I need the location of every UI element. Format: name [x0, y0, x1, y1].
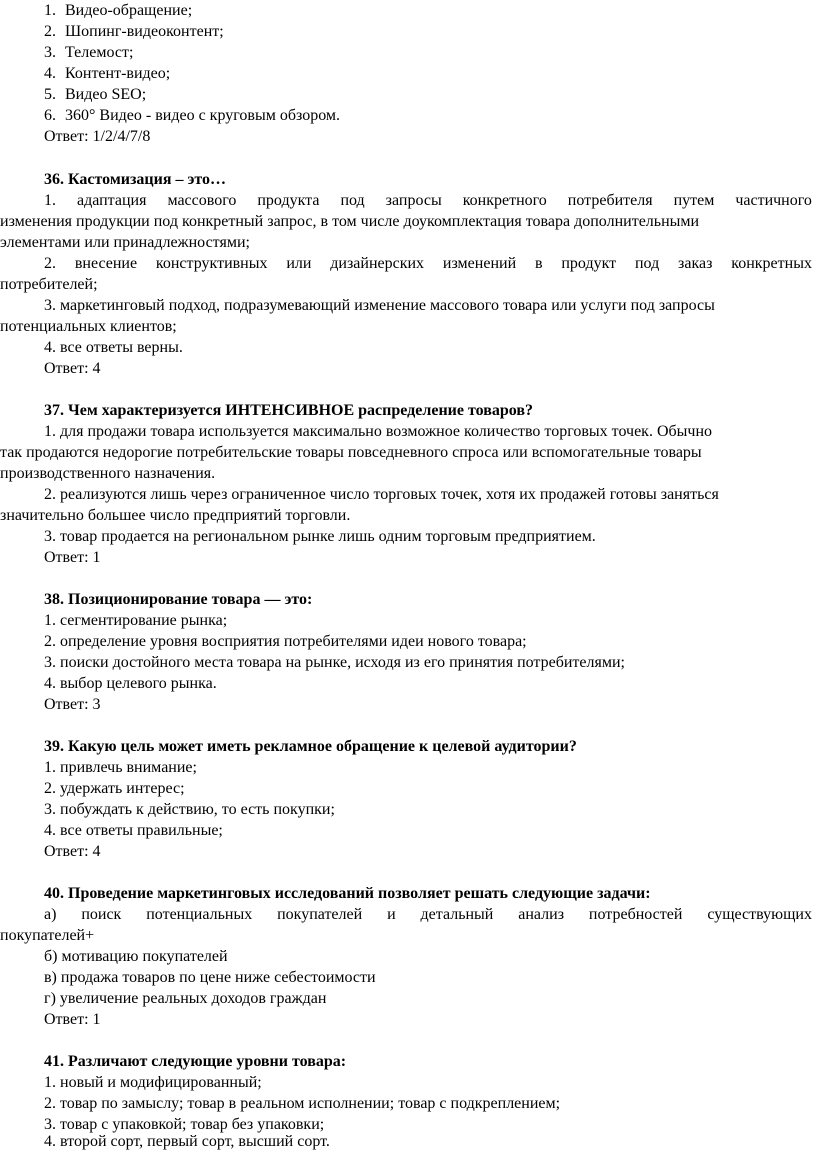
option-line: 4. все ответы верны.: [44, 339, 183, 356]
option-line: 3. товар с упаковкой; товар без упаковки;: [44, 1116, 325, 1133]
option-line: элементами или принадлежностями;: [0, 234, 250, 251]
option-line: б) мотивацию покупателей: [44, 948, 228, 965]
option-line: г) увеличение реальных доходов граждан: [44, 990, 327, 1007]
option-line: 1. привлечь внимание;: [44, 759, 197, 776]
option-line: значительно большее число предприятий торговли.: [0, 507, 351, 524]
option-line: 2. реализуются лишь через ограниченное число торговых точек, хотя их продажей готовы заняться: [44, 486, 719, 503]
option-line: а) поиск потенциальных покупателей и детальный анализ потребностей существующих: [44, 906, 812, 923]
option-line: 2. удержать интерес;: [44, 780, 185, 797]
option-line: 3. поиски достойного места товара на рынке, исходя из его принятия потребителями;: [44, 654, 625, 671]
option-line: 1. адаптация массового продукта под запросы конкретного потребителя путем частичного: [44, 192, 812, 209]
list-item: 3. Телемост;: [44, 44, 134, 61]
answer-line: Ответ: 1/2/4/7/8: [44, 128, 151, 145]
answer-line: Ответ: 3: [44, 696, 101, 713]
option-line: 2. товар по замыслу; товар в реальном исполнении; товар с подкреплением;: [44, 1095, 561, 1112]
question-title: 38. Позиционирование товара — это:: [44, 591, 313, 608]
question-title: 40. Проведение маркетинговых исследований позволяет решать следующие задачи:: [44, 885, 651, 902]
option-line: 3. товар продается на региональном рынке лишь одним торговым предприятием.: [44, 528, 596, 545]
option-line: изменения продукции под конкретный запрос, в том числе доукомплектация товара дополнительными: [0, 213, 700, 230]
option-line: покупателей+: [0, 927, 95, 944]
option-line: 3. побуждать к действию, то есть покупки;: [44, 801, 335, 818]
option-line: 2. внесение конструктивных или дизайнерских изменений в продукт под заказ конкретных: [44, 255, 812, 272]
list-item: 2. Шопинг-видеоконтент;: [44, 23, 224, 40]
question-title: 39. Какую цель может иметь рекламное обращение к целевой аудитории?: [44, 738, 577, 755]
answer-line: Ответ: 4: [44, 360, 101, 377]
question-title: 36. Кастомизация – это…: [44, 171, 227, 188]
list-item: 4. Контент-видео;: [44, 65, 171, 82]
option-line: так продаются недорогие потребительские товары повседневного спроса или вспомогательные товары: [0, 444, 702, 461]
option-line: 1. новый и модифицированный;: [44, 1074, 262, 1091]
answer-line: Ответ: 1: [44, 1011, 101, 1028]
option-line: 1. для продажи товара используется максимально возможное количество торговых точек. Обычно: [44, 423, 713, 440]
option-line: 4. все ответы правильные;: [44, 822, 223, 839]
answer-line: Ответ: 4: [44, 843, 101, 860]
option-line: 2. определение уровня восприятия потребителями идеи нового товара;: [44, 633, 527, 650]
question-title: 41. Различают следующие уровни товара:: [44, 1053, 347, 1070]
option-line: 1. сегментирование рынка;: [44, 612, 228, 629]
list-item: 5. Видео SEO;: [44, 86, 147, 103]
option-line: потребителей;: [0, 276, 98, 293]
option-line: 4. выбор целевого рынка.: [44, 675, 217, 692]
option-line: производственного назначения.: [0, 465, 216, 482]
answer-line: Ответ: 1: [44, 549, 101, 566]
list-item: 6. 360° Видео - видео с круговым обзором.: [44, 107, 341, 124]
option-line: 3. маркетинговый подход, подразумевающий изменение массового товара или услуги под запросы: [44, 297, 715, 314]
option-line: в) продажа товаров по цене ниже себестоимости: [44, 969, 376, 986]
question-title: 37. Чем характеризуется ИНТЕНСИВНОЕ распределение товаров?: [44, 402, 534, 419]
list-item: 1. Видео-обращение;: [44, 2, 193, 19]
option-line: потенциальных клиентов;: [0, 318, 177, 335]
option-line: 4. второй сорт, первый сорт, высший сорт.: [44, 1133, 330, 1150]
